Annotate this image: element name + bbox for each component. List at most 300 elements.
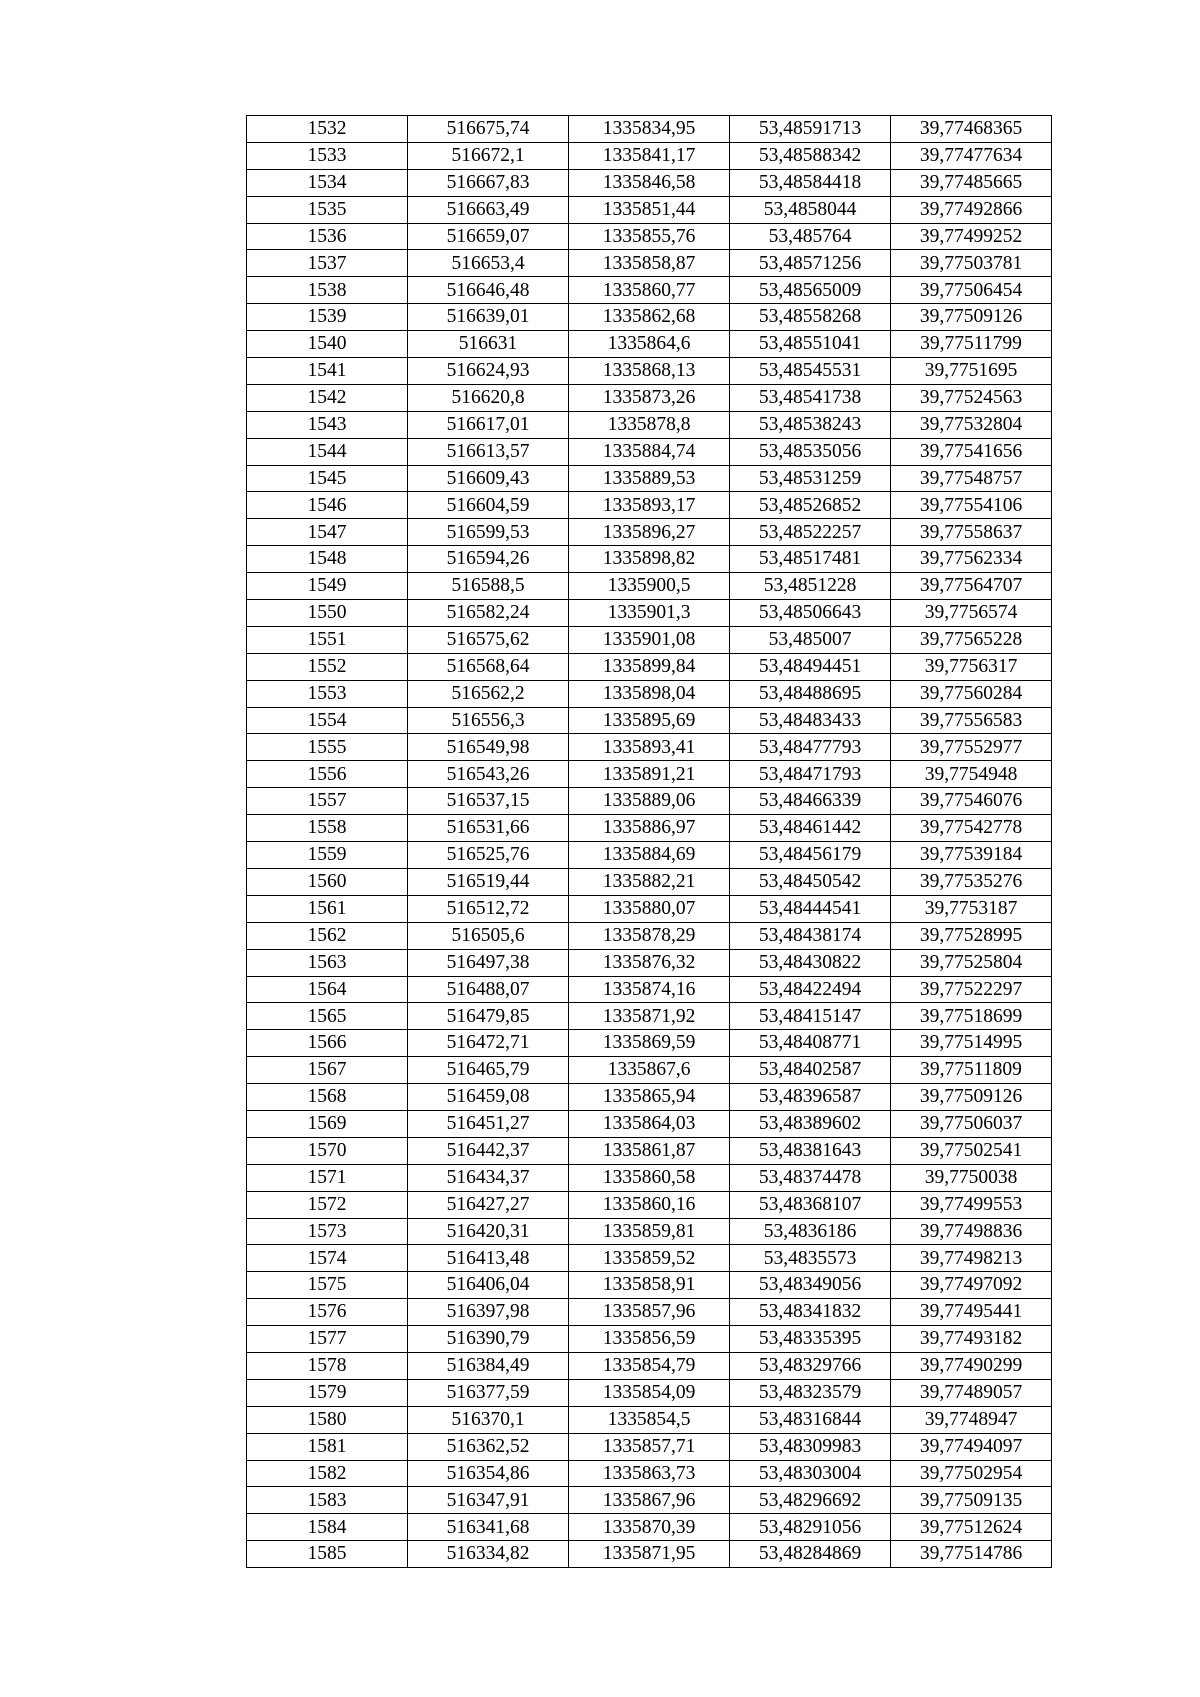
longitude-cell: 39,77564707 xyxy=(891,573,1052,600)
latitude-cell: 53,48450542 xyxy=(730,868,891,895)
x-coordinate-cell: 516675,74 xyxy=(408,116,569,143)
latitude-cell: 53,48494451 xyxy=(730,653,891,680)
latitude-cell: 53,48309983 xyxy=(730,1433,891,1460)
table-row xyxy=(247,707,1052,734)
table-row xyxy=(247,384,1052,411)
table-row xyxy=(247,223,1052,250)
longitude-cell: 39,7750038 xyxy=(891,1164,1052,1191)
longitude-cell: 39,77499553 xyxy=(891,1191,1052,1218)
y-coordinate-cell: 1335895,69 xyxy=(569,707,730,734)
latitude-cell: 53,48526852 xyxy=(730,492,891,519)
table-row xyxy=(247,546,1052,573)
point-number-cell: 1552 xyxy=(247,653,408,680)
point-number-cell: 1532 xyxy=(247,116,408,143)
x-coordinate-cell: 516459,08 xyxy=(408,1084,569,1111)
y-coordinate-cell: 1335860,16 xyxy=(569,1191,730,1218)
x-coordinate-cell: 516599,53 xyxy=(408,519,569,546)
x-coordinate-cell: 516631 xyxy=(408,331,569,358)
longitude-cell: 39,77492866 xyxy=(891,196,1052,223)
y-coordinate-cell: 1335898,82 xyxy=(569,546,730,573)
longitude-cell: 39,77495441 xyxy=(891,1299,1052,1326)
x-coordinate-cell: 516488,07 xyxy=(408,976,569,1003)
x-coordinate-cell: 516347,91 xyxy=(408,1487,569,1514)
point-number-cell: 1544 xyxy=(247,438,408,465)
latitude-cell: 53,48517481 xyxy=(730,546,891,573)
y-coordinate-cell: 1335861,87 xyxy=(569,1137,730,1164)
table-row xyxy=(247,1514,1052,1541)
y-coordinate-cell: 1335898,04 xyxy=(569,680,730,707)
longitude-cell: 39,77525804 xyxy=(891,949,1052,976)
table-row xyxy=(247,331,1052,358)
x-coordinate-cell: 516639,01 xyxy=(408,304,569,331)
point-number-cell: 1557 xyxy=(247,788,408,815)
y-coordinate-cell: 1335891,21 xyxy=(569,761,730,788)
longitude-cell: 39,77560284 xyxy=(891,680,1052,707)
latitude-cell: 53,48323579 xyxy=(730,1379,891,1406)
x-coordinate-cell: 516334,82 xyxy=(408,1541,569,1568)
y-coordinate-cell: 1335871,92 xyxy=(569,1003,730,1030)
y-coordinate-cell: 1335858,87 xyxy=(569,250,730,277)
latitude-cell: 53,48422494 xyxy=(730,976,891,1003)
table-row xyxy=(247,1137,1052,1164)
latitude-cell: 53,48531259 xyxy=(730,465,891,492)
point-number-cell: 1574 xyxy=(247,1245,408,1272)
longitude-cell: 39,77548757 xyxy=(891,465,1052,492)
x-coordinate-cell: 516568,64 xyxy=(408,653,569,680)
x-coordinate-cell: 516582,24 xyxy=(408,600,569,627)
y-coordinate-cell: 1335886,97 xyxy=(569,815,730,842)
table-row xyxy=(247,438,1052,465)
longitude-cell: 39,77511809 xyxy=(891,1057,1052,1084)
table-row xyxy=(247,842,1052,869)
longitude-cell: 39,77554106 xyxy=(891,492,1052,519)
x-coordinate-cell: 516609,43 xyxy=(408,465,569,492)
x-coordinate-cell: 516653,4 xyxy=(408,250,569,277)
point-number-cell: 1535 xyxy=(247,196,408,223)
point-number-cell: 1534 xyxy=(247,169,408,196)
table-row xyxy=(247,1272,1052,1299)
point-number-cell: 1559 xyxy=(247,842,408,869)
x-coordinate-cell: 516390,79 xyxy=(408,1326,569,1353)
point-number-cell: 1577 xyxy=(247,1326,408,1353)
latitude-cell: 53,48538243 xyxy=(730,411,891,438)
point-number-cell: 1572 xyxy=(247,1191,408,1218)
latitude-cell: 53,48368107 xyxy=(730,1191,891,1218)
longitude-cell: 39,7754948 xyxy=(891,761,1052,788)
longitude-cell: 39,7756317 xyxy=(891,653,1052,680)
table-body xyxy=(247,116,1052,1568)
point-number-cell: 1584 xyxy=(247,1514,408,1541)
longitude-cell: 39,77506037 xyxy=(891,1110,1052,1137)
latitude-cell: 53,48571256 xyxy=(730,250,891,277)
latitude-cell: 53,48381643 xyxy=(730,1137,891,1164)
table-row xyxy=(247,1218,1052,1245)
latitude-cell: 53,485007 xyxy=(730,626,891,653)
point-number-cell: 1562 xyxy=(247,922,408,949)
x-coordinate-cell: 516451,27 xyxy=(408,1110,569,1137)
coordinates-table xyxy=(246,115,1052,1568)
longitude-cell: 39,77498836 xyxy=(891,1218,1052,1245)
y-coordinate-cell: 1335857,71 xyxy=(569,1433,730,1460)
latitude-cell: 53,48483433 xyxy=(730,707,891,734)
table-row xyxy=(247,465,1052,492)
x-coordinate-cell: 516413,48 xyxy=(408,1245,569,1272)
latitude-cell: 53,48466339 xyxy=(730,788,891,815)
longitude-cell: 39,77509135 xyxy=(891,1487,1052,1514)
table-row xyxy=(247,1379,1052,1406)
y-coordinate-cell: 1335854,09 xyxy=(569,1379,730,1406)
longitude-cell: 39,77535276 xyxy=(891,868,1052,895)
longitude-cell: 39,77524563 xyxy=(891,384,1052,411)
table-row xyxy=(247,358,1052,385)
longitude-cell: 39,77558637 xyxy=(891,519,1052,546)
table-row xyxy=(247,142,1052,169)
y-coordinate-cell: 1335868,13 xyxy=(569,358,730,385)
longitude-cell: 39,77552977 xyxy=(891,734,1052,761)
y-coordinate-cell: 1335862,68 xyxy=(569,304,730,331)
point-number-cell: 1533 xyxy=(247,142,408,169)
table-row xyxy=(247,1003,1052,1030)
point-number-cell: 1560 xyxy=(247,868,408,895)
longitude-cell: 39,77502541 xyxy=(891,1137,1052,1164)
point-number-cell: 1539 xyxy=(247,304,408,331)
latitude-cell: 53,48316844 xyxy=(730,1406,891,1433)
latitude-cell: 53,48296692 xyxy=(730,1487,891,1514)
table-row xyxy=(247,116,1052,143)
latitude-cell: 53,48471793 xyxy=(730,761,891,788)
latitude-cell: 53,48584418 xyxy=(730,169,891,196)
longitude-cell: 39,77497092 xyxy=(891,1272,1052,1299)
point-number-cell: 1563 xyxy=(247,949,408,976)
latitude-cell: 53,48506643 xyxy=(730,600,891,627)
y-coordinate-cell: 1335860,58 xyxy=(569,1164,730,1191)
point-number-cell: 1583 xyxy=(247,1487,408,1514)
latitude-cell: 53,48535056 xyxy=(730,438,891,465)
table-row xyxy=(247,1299,1052,1326)
point-number-cell: 1579 xyxy=(247,1379,408,1406)
table-row xyxy=(247,1352,1052,1379)
point-number-cell: 1567 xyxy=(247,1057,408,1084)
point-number-cell: 1541 xyxy=(247,358,408,385)
y-coordinate-cell: 1335867,96 xyxy=(569,1487,730,1514)
point-number-cell: 1549 xyxy=(247,573,408,600)
y-coordinate-cell: 1335856,59 xyxy=(569,1326,730,1353)
table-row xyxy=(247,1406,1052,1433)
table-row xyxy=(247,1487,1052,1514)
y-coordinate-cell: 1335841,17 xyxy=(569,142,730,169)
table-row xyxy=(247,1245,1052,1272)
x-coordinate-cell: 516370,1 xyxy=(408,1406,569,1433)
latitude-cell: 53,48303004 xyxy=(730,1460,891,1487)
latitude-cell: 53,48349056 xyxy=(730,1272,891,1299)
latitude-cell: 53,48402587 xyxy=(730,1057,891,1084)
table-row xyxy=(247,922,1052,949)
longitude-cell: 39,77514995 xyxy=(891,1030,1052,1057)
x-coordinate-cell: 516531,66 xyxy=(408,815,569,842)
y-coordinate-cell: 1335893,41 xyxy=(569,734,730,761)
longitude-cell: 39,7748947 xyxy=(891,1406,1052,1433)
y-coordinate-cell: 1335878,29 xyxy=(569,922,730,949)
x-coordinate-cell: 516442,37 xyxy=(408,1137,569,1164)
x-coordinate-cell: 516659,07 xyxy=(408,223,569,250)
longitude-cell: 39,7756574 xyxy=(891,600,1052,627)
latitude-cell: 53,48444541 xyxy=(730,895,891,922)
table-row xyxy=(247,734,1052,761)
point-number-cell: 1578 xyxy=(247,1352,408,1379)
x-coordinate-cell: 516594,26 xyxy=(408,546,569,573)
latitude-cell: 53,48396587 xyxy=(730,1084,891,1111)
longitude-cell: 39,77509126 xyxy=(891,304,1052,331)
point-number-cell: 1556 xyxy=(247,761,408,788)
point-number-cell: 1561 xyxy=(247,895,408,922)
y-coordinate-cell: 1335864,6 xyxy=(569,331,730,358)
point-number-cell: 1540 xyxy=(247,331,408,358)
longitude-cell: 39,77522297 xyxy=(891,976,1052,1003)
table-row xyxy=(247,1110,1052,1137)
point-number-cell: 1542 xyxy=(247,384,408,411)
table-row xyxy=(247,1030,1052,1057)
x-coordinate-cell: 516341,68 xyxy=(408,1514,569,1541)
x-coordinate-cell: 516556,3 xyxy=(408,707,569,734)
latitude-cell: 53,48291056 xyxy=(730,1514,891,1541)
longitude-cell: 39,77541656 xyxy=(891,438,1052,465)
y-coordinate-cell: 1335846,58 xyxy=(569,169,730,196)
x-coordinate-cell: 516549,98 xyxy=(408,734,569,761)
point-number-cell: 1543 xyxy=(247,411,408,438)
y-coordinate-cell: 1335874,16 xyxy=(569,976,730,1003)
longitude-cell: 39,77509126 xyxy=(891,1084,1052,1111)
x-coordinate-cell: 516562,2 xyxy=(408,680,569,707)
longitude-cell: 39,77503781 xyxy=(891,250,1052,277)
point-number-cell: 1554 xyxy=(247,707,408,734)
y-coordinate-cell: 1335878,8 xyxy=(569,411,730,438)
latitude-cell: 53,48456179 xyxy=(730,842,891,869)
table-row xyxy=(247,680,1052,707)
longitude-cell: 39,77502954 xyxy=(891,1460,1052,1487)
x-coordinate-cell: 516377,59 xyxy=(408,1379,569,1406)
table-row xyxy=(247,169,1052,196)
table-row xyxy=(247,1460,1052,1487)
point-number-cell: 1545 xyxy=(247,465,408,492)
table-row xyxy=(247,895,1052,922)
x-coordinate-cell: 516519,44 xyxy=(408,868,569,895)
latitude-cell: 53,48430822 xyxy=(730,949,891,976)
x-coordinate-cell: 516434,37 xyxy=(408,1164,569,1191)
x-coordinate-cell: 516613,57 xyxy=(408,438,569,465)
latitude-cell: 53,48522257 xyxy=(730,519,891,546)
longitude-cell: 39,77511799 xyxy=(891,331,1052,358)
latitude-cell: 53,48545531 xyxy=(730,358,891,385)
latitude-cell: 53,48541738 xyxy=(730,384,891,411)
latitude-cell: 53,48438174 xyxy=(730,922,891,949)
table-row xyxy=(247,1191,1052,1218)
x-coordinate-cell: 516420,31 xyxy=(408,1218,569,1245)
x-coordinate-cell: 516505,6 xyxy=(408,922,569,949)
y-coordinate-cell: 1335876,32 xyxy=(569,949,730,976)
y-coordinate-cell: 1335896,27 xyxy=(569,519,730,546)
y-coordinate-cell: 1335865,94 xyxy=(569,1084,730,1111)
point-number-cell: 1581 xyxy=(247,1433,408,1460)
x-coordinate-cell: 516479,85 xyxy=(408,1003,569,1030)
longitude-cell: 39,77556583 xyxy=(891,707,1052,734)
longitude-cell: 39,77512624 xyxy=(891,1514,1052,1541)
x-coordinate-cell: 516617,01 xyxy=(408,411,569,438)
x-coordinate-cell: 516537,15 xyxy=(408,788,569,815)
x-coordinate-cell: 516472,71 xyxy=(408,1030,569,1057)
y-coordinate-cell: 1335882,21 xyxy=(569,868,730,895)
y-coordinate-cell: 1335859,81 xyxy=(569,1218,730,1245)
longitude-cell: 39,77490299 xyxy=(891,1352,1052,1379)
y-coordinate-cell: 1335851,44 xyxy=(569,196,730,223)
latitude-cell: 53,48415147 xyxy=(730,1003,891,1030)
table-row xyxy=(247,653,1052,680)
longitude-cell: 39,77498213 xyxy=(891,1245,1052,1272)
x-coordinate-cell: 516646,48 xyxy=(408,277,569,304)
x-coordinate-cell: 516604,59 xyxy=(408,492,569,519)
latitude-cell: 53,48477793 xyxy=(730,734,891,761)
table-row xyxy=(247,788,1052,815)
longitude-cell: 39,77562334 xyxy=(891,546,1052,573)
point-number-cell: 1571 xyxy=(247,1164,408,1191)
x-coordinate-cell: 516672,1 xyxy=(408,142,569,169)
x-coordinate-cell: 516362,52 xyxy=(408,1433,569,1460)
table-row xyxy=(247,250,1052,277)
longitude-cell: 39,77532804 xyxy=(891,411,1052,438)
y-coordinate-cell: 1335854,79 xyxy=(569,1352,730,1379)
longitude-cell: 39,77565228 xyxy=(891,626,1052,653)
point-number-cell: 1550 xyxy=(247,600,408,627)
longitude-cell: 39,77528995 xyxy=(891,922,1052,949)
x-coordinate-cell: 516620,8 xyxy=(408,384,569,411)
y-coordinate-cell: 1335884,69 xyxy=(569,842,730,869)
table-row xyxy=(247,976,1052,1003)
longitude-cell: 39,77546076 xyxy=(891,788,1052,815)
y-coordinate-cell: 1335857,96 xyxy=(569,1299,730,1326)
latitude-cell: 53,4858044 xyxy=(730,196,891,223)
longitude-cell: 39,7751695 xyxy=(891,358,1052,385)
point-number-cell: 1585 xyxy=(247,1541,408,1568)
point-number-cell: 1566 xyxy=(247,1030,408,1057)
longitude-cell: 39,77489057 xyxy=(891,1379,1052,1406)
table-row xyxy=(247,815,1052,842)
latitude-cell: 53,48284869 xyxy=(730,1541,891,1568)
point-number-cell: 1536 xyxy=(247,223,408,250)
latitude-cell: 53,48488695 xyxy=(730,680,891,707)
x-coordinate-cell: 516397,98 xyxy=(408,1299,569,1326)
y-coordinate-cell: 1335864,03 xyxy=(569,1110,730,1137)
x-coordinate-cell: 516465,79 xyxy=(408,1057,569,1084)
x-coordinate-cell: 516624,93 xyxy=(408,358,569,385)
y-coordinate-cell: 1335899,84 xyxy=(569,653,730,680)
latitude-cell: 53,48335395 xyxy=(730,1326,891,1353)
y-coordinate-cell: 1335870,39 xyxy=(569,1514,730,1541)
longitude-cell: 39,77506454 xyxy=(891,277,1052,304)
longitude-cell: 39,77514786 xyxy=(891,1541,1052,1568)
latitude-cell: 53,48461442 xyxy=(730,815,891,842)
longitude-cell: 39,7753187 xyxy=(891,895,1052,922)
point-number-cell: 1553 xyxy=(247,680,408,707)
y-coordinate-cell: 1335859,52 xyxy=(569,1245,730,1272)
table-row xyxy=(247,519,1052,546)
table-row xyxy=(247,277,1052,304)
x-coordinate-cell: 516512,72 xyxy=(408,895,569,922)
point-number-cell: 1570 xyxy=(247,1137,408,1164)
table-row xyxy=(247,304,1052,331)
x-coordinate-cell: 516543,26 xyxy=(408,761,569,788)
latitude-cell: 53,48588342 xyxy=(730,142,891,169)
x-coordinate-cell: 516575,62 xyxy=(408,626,569,653)
point-number-cell: 1538 xyxy=(247,277,408,304)
y-coordinate-cell: 1335834,95 xyxy=(569,116,730,143)
point-number-cell: 1576 xyxy=(247,1299,408,1326)
point-number-cell: 1537 xyxy=(247,250,408,277)
point-number-cell: 1551 xyxy=(247,626,408,653)
point-number-cell: 1582 xyxy=(247,1460,408,1487)
y-coordinate-cell: 1335884,74 xyxy=(569,438,730,465)
y-coordinate-cell: 1335880,07 xyxy=(569,895,730,922)
x-coordinate-cell: 516497,38 xyxy=(408,949,569,976)
y-coordinate-cell: 1335871,95 xyxy=(569,1541,730,1568)
table-row xyxy=(247,1164,1052,1191)
x-coordinate-cell: 516663,49 xyxy=(408,196,569,223)
y-coordinate-cell: 1335889,53 xyxy=(569,465,730,492)
longitude-cell: 39,77494097 xyxy=(891,1433,1052,1460)
y-coordinate-cell: 1335873,26 xyxy=(569,384,730,411)
table-row xyxy=(247,1326,1052,1353)
point-number-cell: 1547 xyxy=(247,519,408,546)
point-number-cell: 1568 xyxy=(247,1084,408,1111)
latitude-cell: 53,48565009 xyxy=(730,277,891,304)
point-number-cell: 1565 xyxy=(247,1003,408,1030)
y-coordinate-cell: 1335900,5 xyxy=(569,573,730,600)
x-coordinate-cell: 516588,5 xyxy=(408,573,569,600)
x-coordinate-cell: 516354,86 xyxy=(408,1460,569,1487)
longitude-cell: 39,77499252 xyxy=(891,223,1052,250)
table-row xyxy=(247,492,1052,519)
x-coordinate-cell: 516406,04 xyxy=(408,1272,569,1299)
latitude-cell: 53,48374478 xyxy=(730,1164,891,1191)
table-row xyxy=(247,196,1052,223)
x-coordinate-cell: 516427,27 xyxy=(408,1191,569,1218)
point-number-cell: 1546 xyxy=(247,492,408,519)
latitude-cell: 53,4835573 xyxy=(730,1245,891,1272)
longitude-cell: 39,77542778 xyxy=(891,815,1052,842)
y-coordinate-cell: 1335867,6 xyxy=(569,1057,730,1084)
latitude-cell: 53,48551041 xyxy=(730,331,891,358)
point-number-cell: 1555 xyxy=(247,734,408,761)
latitude-cell: 53,485764 xyxy=(730,223,891,250)
y-coordinate-cell: 1335893,17 xyxy=(569,492,730,519)
point-number-cell: 1573 xyxy=(247,1218,408,1245)
latitude-cell: 53,48408771 xyxy=(730,1030,891,1057)
latitude-cell: 53,48558268 xyxy=(730,304,891,331)
y-coordinate-cell: 1335858,91 xyxy=(569,1272,730,1299)
x-coordinate-cell: 516667,83 xyxy=(408,169,569,196)
longitude-cell: 39,77477634 xyxy=(891,142,1052,169)
latitude-cell: 53,48329766 xyxy=(730,1352,891,1379)
y-coordinate-cell: 1335854,5 xyxy=(569,1406,730,1433)
table-row xyxy=(247,1541,1052,1568)
table-row xyxy=(247,573,1052,600)
point-number-cell: 1575 xyxy=(247,1272,408,1299)
table-row xyxy=(247,411,1052,438)
longitude-cell: 39,77485665 xyxy=(891,169,1052,196)
y-coordinate-cell: 1335855,76 xyxy=(569,223,730,250)
point-number-cell: 1558 xyxy=(247,815,408,842)
longitude-cell: 39,77518699 xyxy=(891,1003,1052,1030)
table-row xyxy=(247,868,1052,895)
longitude-cell: 39,77468365 xyxy=(891,116,1052,143)
